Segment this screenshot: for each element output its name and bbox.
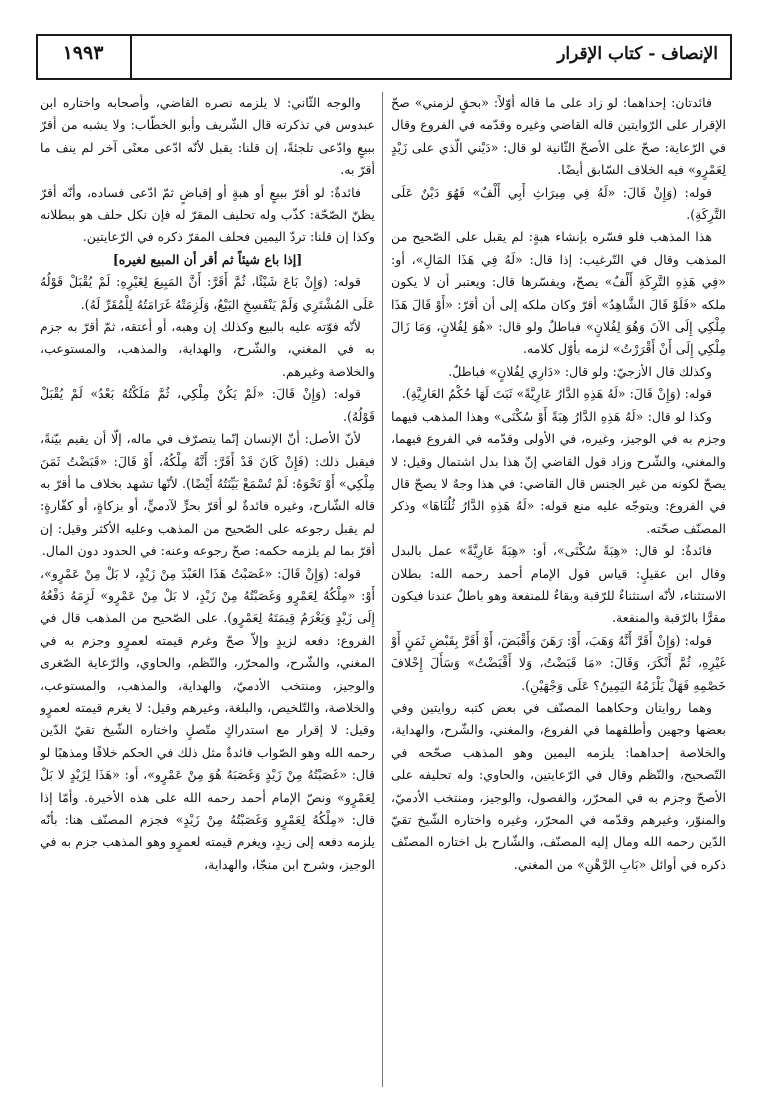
paragraph: والوجه الثّاني: لا يلزمه نصره القاضي، وأصحابه واختاره ابن عبدوس في تذكرته قال الشّريف وأبو الخطّاب: ولا يشبه من أقرّ ببيعٍ وادّعى تلجئةً، إن قلنا: يقبل لأنّه ادّعى معنًى آخر لم ينف ما أقرّ به. — [40, 95, 375, 178]
paragraph: فائدةٌ: لو قال: «هِبَةً سُكْنَى»، أو: «هِبَةً عَارِيَّةً» عمل بالبدل وقال ابن عقيلٍ: قياس قول الإمام أحمد رحمه الله: بطلان الاستثناء، لأنّه استثناءٌ للرّقبة وبقاءٌ للمنفعة وهو باطلٌ عندنا فيكون مقرًّا بالرّقبة والمنفعة. — [391, 543, 726, 626]
paragraph: قوله: (وَإِنْ قَالَ: «لَهُ هَذِهِ الدَّارُ عَارِيَّةً» ثَبَتَ لَهَا حُكْمُ العَارِيَّةِ). — [401, 386, 712, 402]
paragraph: وكذلك قال الأزجيّ: ولو قال: «دَارِي لِفُلانٍ» فباطلٌ. — [448, 363, 712, 379]
page-header — [36, 34, 732, 80]
paragraph: فائدتان: إحداهما: لو زاد على ما قاله أوّلاً: «بحقٍ لزمني» صحّ الإقرار على الرّوايتين قاله القاضي وغيره وقدّمه في الفروع وقال في الرّعاية: صحّ على الأصحّ الثّانية لو قال: «دَيْني الّذي على زَيْدٍ لِعَمْرٍو» فيه الخلاف السّابق أيضًا. — [391, 95, 726, 178]
running-title: الإنصاف - كتاب الإقرار — [557, 44, 718, 64]
paragraph: هذا المذهب فلو فسّره بإنشاء هبةٍ: لم يقبل على الصّحيح من المذهب وقال في التّرغيب: إذا قال: «لَهُ فِي هَذَا المَالِ»، أو: «فِي هَذِهِ التَّرِكَةِ أَلْفٌ» يصحّ، ويفسّرها قال: ويعتبر أن لا يكون ملكه «فَلَوْ قَالَ الشَّاهِدُ» أقرّ وكان ملكه إلى أن أقرّ: «أَوْ قَالَ هَذَا مِلْكِي إِلَى الآنَ وَهُوَ لِفُلانٍ» فباطلٌ ولو قال: «هُوَ لِفُلانٍ، وَمَا زَالَ مِلْكِي إِلَى أَنْ أَقْرَرْتُ» لزمه بأوّل كلامه. — [391, 229, 726, 357]
header-top-rule — [36, 34, 732, 36]
right-text-column — [391, 92, 726, 1092]
section-heading: [إذا باع شيئاً ثم أقر أن المبيع لغيره] — [112, 251, 303, 267]
left-text-column — [40, 92, 375, 1092]
paragraph: قوله: (وَإِنْ قَالَ: «لَهُ فِي مِيرَاثِ أَبِي أَلْفٌ» فَهُوَ دَيْنٌ عَلَى التَّرِكَةِ). — [391, 184, 726, 223]
paragraph: قوله: (وَإِنْ بَاعَ شَيْئًا، ثُمَّ أَقَرَّ: أَنَّ المَبِيعَ لِغَيْرِهِ: لَمْ يُقْبَلْ قَوْلُهُ عَلَى المُشْتَرِي وَلَمْ يَنْفَسِخِ البَيْعُ، وَلَزِمَتْهُ غَرَامَتُهُ لِلْمُقَرِّ لَهُ). — [40, 274, 375, 312]
header-left-rule — [36, 34, 38, 80]
page-number-separator — [130, 34, 132, 80]
column-divider — [382, 92, 383, 1087]
paragraph: قوله: (وَإِنْ أَقَرَّ أَنَّهُ وَهَبَ، أَوْ: رَهَنَ وَأَقْبَضَ، أَوْ أَقَرَّ بِقَبْضِ ثَمَنٍ أَوْ غَيْرِهِ، ثُمَّ أَنْكَرَ، وَقَالَ: «مَا قَبَضْتُ، وَلا أَقْبَضْتُ» وَسَأَلَ إِحْلافَ خَصْمِهِ فَهَلْ يَلْزَمُهُ اليَمِينُ؟ عَلَى وَجْهَيْنِ). — [391, 632, 726, 693]
paragraph: قوله: (وَإِنْ قَالَ: «غَصَبْتُ هَذَا العَبْدَ مِنْ زَيْدٍ، لا بَلْ مِنْ عَمْرٍو»، أَوْ: «مِلْكُهُ لِعَمْرٍو وَغَصَبْتُهُ مِنْ زَيْدٍ، لا بَلْ مِنْ عَمْرٍو» لَزِمَهُ دَفْعُهُ إِلَى زَيْدٍ وَيَغْرَمُ قِيمَتَهُ لِعَمْرٍو). على الصّحيح من المذهب قال في الفروع: دفعه لزيدٍ وإلاّ صحّ وغرم قيمته لعمرٍو وجزم به في المغني، والشّرح، والمحرّر، والنّظم، والحاوي، والرّعاية الصّغرى والوجيز، ومنتخب الأدميّ، والهداية، والمذهب، والمستوعب، والخلاصة، والتّلخيص، والبلغة، وغيرهم وقيل: لا يغرم قيمته لعمرٍو وقيل: لا إقرار مع استدراكٍ متّصلٍ واختاره الشّيخ تقيّ الدّين رحمه الله وهو الصّواب فائدةٌ مثل ذلك في الحكم خلافًا ومذهبًا لو قال: «غَصَبْتُهُ مِنْ زَيْدٍ وَغَصَبَهُ هُوَ مِنْ عَمْرٍو»، أو: «هَذَا لِزَيْدٍ لا بَلْ لِعَمْرٍو» ونصّ الإمام أحمد رحمه الله على هذه الأخيرة. وأمّا إذا قال: «مِلْكُهُ لِعَمْرٍو وَغَصَبْتُهُ مِنْ زَيْدٍ» فجزم المصنّف هنا: بأنّه يلزمه دفعه إلى زيدٍ، ويغرم قيمته لعمرٍو وهو المذهب جزم به في الوجيز، وشرح ابن منجّا، والهداية، — [40, 565, 375, 872]
paragraph: وكذا لو قال: «لَهُ هَذِهِ الدَّارُ هِبَةً أَوْ سُكْنَى» وهذا المذهب فيهما وجزم به في الوجيز، وغيره، في الأولى وقدّمه في الفروع فيهما، والمغني، والشّرح وزاد قول القاضي إنّ هذا بدل اشتمال وقيل: لا يصحّ لكونه من غير الجنس قال القاضي: في هذا وجهٌ لا يصحّ قال في الفروع: ويتوجّه عليه منع قوله: «لَهُ هَذِهِ الدَّارُ ثُلُثَاهَا» وذكر المصنّف صحّته. — [391, 408, 726, 536]
header-right-rule — [730, 34, 732, 80]
paragraph: قوله: (وَإِنْ قَالَ: «لَمْ يَكُنْ مِلْكِي، ثُمَّ مَلَكْتُهُ بَعْدُ» لَمْ يُقْبَلْ قَوْلُهُ). — [40, 386, 375, 424]
paragraph: لأنّه فوّته عليه بالبيع وكذلك إن وهبه، أو أعتقه، ثمّ أقرّ به جزم به في المغني، والشّرح، والهداية، والمذهب، والمستوعب، والخلاصة وغيرهم. — [40, 319, 375, 379]
paragraph: فائدةٌ: لو أقرّ ببيعٍ أو هبةٍ أو إقباضٍ ثمّ ادّعى فساده، وأنّه أقرّ يظنّ الصّحّة: كذّب وله تحليف المقرّ له فإن نكل حلف هو ببطلانه وكذا إن قلنا: تردّ اليمين فحلف المقرّ ذكره في الرّعايتين. — [40, 184, 375, 245]
paragraph: وهما روايتان وحكاهما المصنّف في بعض كتبه روايتين وفي بعضها وجهين وأطلقهما في الفروع، والمغني، والشّرح، والهداية، والخلاصة إحداهما: يلزمه اليمين وهو المذهب صحّحه في التّصحيح، والنّظم وقال في الرّعايتين، والحاوي: وله تحليفه على الأصحّ وجزم به في المحرّر، والفصول، والوجيز، ومنتخب الأدميّ، والمنوّر، وغيرهم وقدّمه في المحرّر، وغيره واختاره الشّيخ تقيّ الدّين رحمه الله ومال إليه المصنّف، والشّارح بل اختاره المصنّف ذكره في أوائل «بَابِ الرَّهْنِ» من المغني. — [391, 699, 726, 872]
header-bottom-rule — [36, 78, 732, 80]
paragraph: لأنّ الأصل: أنّ الإنسان إنّما يتصرّف في ماله، إلّا أن يقيم بيّنةً، فيقبل ذلك: (فَإِنْ كَانَ قَدْ أَقَرَّ: أَنَّهُ مِلْكُهُ، أَوْ قَالَ: «قَبَضْتُ ثَمَنَ مِلْكِي» أَوْ نَحْوَهُ: لَمْ تُسْمَعْ بَيِّنَتُهُ أَيْضًا). لأنّها تشهد بخلاف ما أقرّ به قاله الشّارح، وغيره فائدةٌ لو أقرّ بحرٍّ لآدميٍّ، أو بزكاةٍ، أو كفّارةٍ: لم يقبل رجوعه على الصّحيح من المذهب وعليه الأكثر وقيل: إن أقرّ بما لم يلزمه حكمه: صحّ رجوعه وعنه: في الحدود دون المال. — [40, 431, 375, 559]
page-number: ١٩٩٣ — [62, 42, 104, 64]
